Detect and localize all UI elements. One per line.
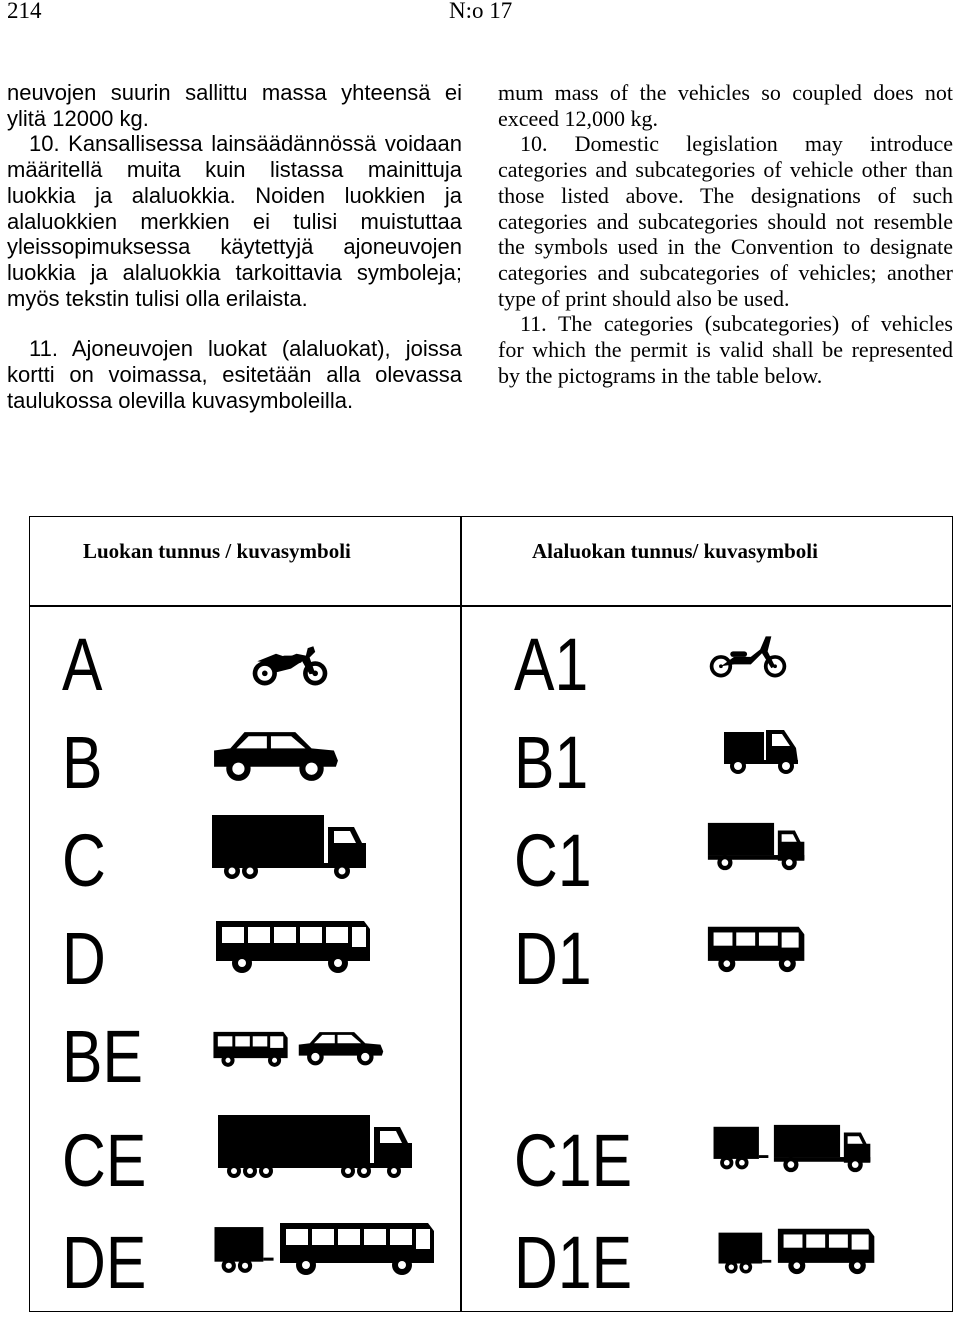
subcategory-code: D1 (514, 917, 592, 1000)
finnish-paragraph: 10. Kansallisessa lainsäädännössä voidaan määritellä muita kuin listassa mainittuja luokkia ja alaluokkia. Noiden luokkien ja alaluokkien merkkien ei tulisi muistuttaa yleissopimuksessa käytettyjä ajoneuvojen luokkia ja alaluokkia tarkoittavia symboleja; myös tekstin tulisi olla erilaista. (7, 131, 462, 311)
minibus-icon (706, 923, 810, 975)
truck-with-trailer-icon (216, 1113, 416, 1183)
car-icon (210, 725, 342, 783)
english-paragraph: 10. Domestic legislation may introduce categories and subcategories of vehicle other than those listed above. The designations of such categories and subcategories should not resemble the symbols used in the Convention to designate categories and subcategories of vehicles; another type of print should also be used. (498, 131, 953, 311)
trailer-icon (710, 1123, 770, 1175)
table-row (62, 617, 442, 715)
finnish-paragraph: neuvojen suurin sallittu massa yhteensä ei ylitä 12000 kg. (7, 80, 462, 131)
english-paragraph: 11. The categories (subcategories) of vehicles for which the permit is valid shall be represented by the pictograms in the table below. (498, 311, 953, 388)
table-row (62, 911, 442, 1009)
light-truck-icon (706, 821, 810, 873)
subcategory-code: D1E (514, 1221, 633, 1304)
truck-icon (210, 813, 370, 883)
bus-icon (276, 1217, 440, 1277)
table-row (514, 617, 934, 715)
category-column-header: Luokan tunnus / kuvasymboli (83, 539, 351, 563)
table-row (514, 1113, 934, 1211)
english-paragraph: mum mass of the vehicles so coupled does not exceed 12,000 kg. (498, 80, 953, 131)
category-code: CE (62, 1119, 147, 1202)
table-row (62, 1215, 442, 1313)
table-row (62, 1009, 442, 1107)
subcategory-code: A1 (514, 623, 589, 706)
category-code: D (62, 917, 106, 1000)
table-row (62, 715, 442, 813)
subcategory-column-header: Alaluokan tunnus/ kuvasymboli (532, 539, 818, 563)
motorcycle-icon (248, 639, 332, 689)
issue-number: N:o 17 (449, 0, 513, 23)
finnish-paragraph: 11. Ajoneuvojen luokat (alaluokat), joissa kortti on voimassa, esitetään alla olevassa taulukossa olevilla kuvasymboleilla. (7, 336, 462, 413)
finnish-column (7, 80, 462, 413)
light-truck-icon (772, 1123, 876, 1175)
table-row (514, 813, 934, 911)
category-code: DE (62, 1221, 147, 1304)
table-row (62, 813, 442, 911)
table-row (62, 1113, 442, 1211)
category-code: B (62, 721, 103, 804)
table-column-divider (460, 517, 462, 1311)
subcategory-code: B1 (514, 721, 589, 804)
light-motorcycle-icon (706, 631, 790, 681)
category-code: C (62, 819, 106, 902)
minibus-icon (776, 1225, 880, 1277)
subcategory-code: C1E (514, 1119, 633, 1202)
table-header-divider (30, 605, 951, 607)
bus-icon (214, 915, 374, 975)
category-table (29, 516, 953, 1312)
tricycle-van-icon (722, 725, 802, 777)
english-column (498, 80, 953, 388)
subcategory-code: C1 (514, 819, 592, 902)
minibus-icon (212, 1027, 292, 1071)
trailer-icon (714, 1229, 774, 1279)
car-icon (296, 1027, 386, 1067)
table-row (514, 1215, 934, 1313)
category-code: A (62, 623, 103, 706)
table-row (514, 911, 934, 1009)
trailer-icon (212, 1223, 274, 1279)
table-row (514, 715, 934, 813)
page-number: 214 (7, 0, 42, 23)
category-code: BE (62, 1015, 143, 1098)
